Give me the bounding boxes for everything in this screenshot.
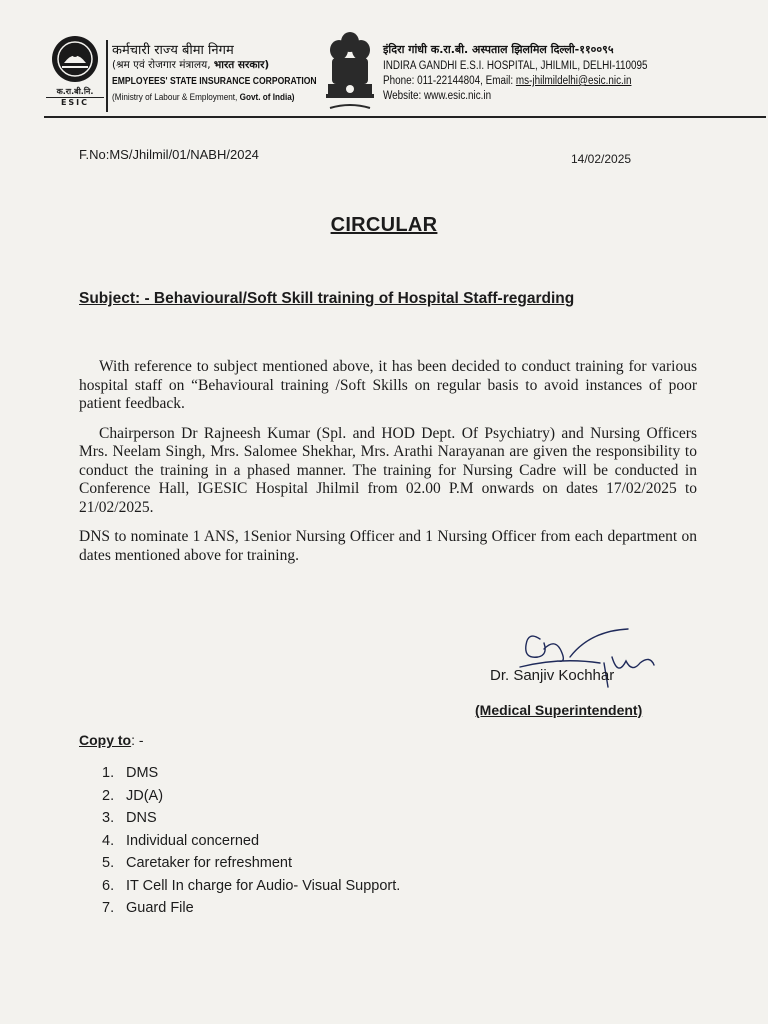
org-name-hindi: कर्मचारी राज्य बीमा निगम [112, 43, 234, 58]
letterhead-divider [106, 40, 108, 112]
circular-date: 14/02/2025 [571, 152, 632, 166]
ministry-english-prefix: (Ministry of Labour & Employment, [112, 92, 238, 103]
file-number: F.No:MS/Jhilmil/01/NABH/2024 [79, 147, 259, 162]
list-item [102, 807, 400, 830]
list-item-number: 7. [102, 900, 115, 916]
org-name-english: EMPLOYEES' STATE INSURANCE CORPORATION [112, 76, 317, 87]
list-item-text: Guard File [126, 900, 194, 916]
list-item [102, 897, 400, 920]
esic-emblem-icon [46, 34, 104, 86]
list-item-text: Caretaker for refreshment [126, 855, 293, 871]
list-item-number: 6. [102, 877, 115, 894]
signatory-designation: (Medical Superintendent) [475, 702, 643, 718]
subject-line: Subject: - Behavioural/Soft Skill training of Hospital Staff-regarding [79, 290, 575, 307]
ministry-hindi-prefix: (श्रम एवं रोजगार मंत्रालय, [112, 59, 211, 71]
copy-to-suffix: : - [131, 732, 144, 748]
list-item-number: 1. [102, 765, 115, 781]
email-link[interactable]: ms-jhilmildelhi@esic.nic.in [515, 75, 632, 87]
page-title: CIRCULAR [330, 214, 438, 236]
org-block [112, 40, 322, 106]
ministry-hindi [112, 58, 322, 76]
list-item-number: 2. [102, 787, 115, 804]
list-item-text: DMS [126, 765, 159, 781]
list-item [102, 852, 400, 875]
body-paragraph-3: DNS to nominate 1 ANS, 1Senior Nursing Officer and 1 Nursing Officer from each department on dates mentioned above for training. [79, 528, 697, 564]
list-item-text: IT Cell In charge for Audio- Visual Support. [126, 877, 401, 894]
logo-abbr-hindi: क.रा.बी.नि. [56, 87, 94, 96]
ministry-hindi-bold: भारत सरकार) [213, 59, 270, 71]
esic-logo [46, 34, 104, 110]
signatory-name: Dr. Sanjiv Kochhar [490, 667, 615, 684]
logo-abbr-english: ESIC [46, 97, 104, 107]
ministry-english [112, 92, 293, 106]
list-item-text: DNS [126, 810, 157, 826]
letterhead [0, 0, 768, 125]
hospital-name-english: INDIRA GANDHI E.S.I. HOSPITAL, JHILMIL, DELHI-110095 [383, 60, 648, 72]
list-item-number: 5. [102, 855, 115, 871]
list-item [102, 830, 400, 853]
national-emblem-icon [322, 28, 378, 118]
website-text[interactable]: Website: www.esic.nic.in [383, 90, 492, 102]
hospital-block [383, 42, 713, 105]
national-emblem [322, 28, 378, 118]
list-item [102, 875, 400, 898]
hospital-name-hindi: इंदिरा गांधी क.रा.बी. अस्पताल झिलमिल दिल्ली-११००९५ [383, 43, 614, 56]
body-paragraph-1: With reference to subject mentioned above, it has been decided to conduct training for various hospital staff on “Behavioural training /Soft Skills on regular basis to avoid instances of poor patient feedback. [79, 358, 697, 412]
copy-to-label: Copy to [79, 732, 132, 748]
phone-text: Phone: 011-22144804, Email: [383, 75, 514, 87]
list-item-number: 4. [102, 832, 115, 849]
list-item [102, 762, 400, 785]
list-item [102, 785, 400, 808]
ministry-english-bold: Govt. of India) [239, 92, 295, 103]
copy-to-heading [79, 732, 144, 748]
list-item-text: JD(A) [126, 787, 164, 804]
copy-to-list [102, 762, 400, 920]
circular-body [79, 358, 697, 576]
list-item-number: 3. [102, 810, 115, 826]
body-paragraph-2: Chairperson Dr Rajneesh Kumar (Spl. and HOD Dept. Of Psychiatry) and Nursing Officers Mrs. Neelam Singh, Mrs. Salomee Shekhar, Mrs. Arathi Narayanan are given the responsibility to conduct the training in a phased manner. The training for Nursing Cadre will be conducted in Conference Hall, IGESIC Hospital Jhilmil from 02.00 P.M onwards on dates 17/02/2025 to 21/02/2025. [79, 424, 697, 516]
letterhead-rule [44, 116, 766, 118]
list-item-text: Individual concerned [126, 832, 260, 849]
contact-line [383, 75, 667, 90]
